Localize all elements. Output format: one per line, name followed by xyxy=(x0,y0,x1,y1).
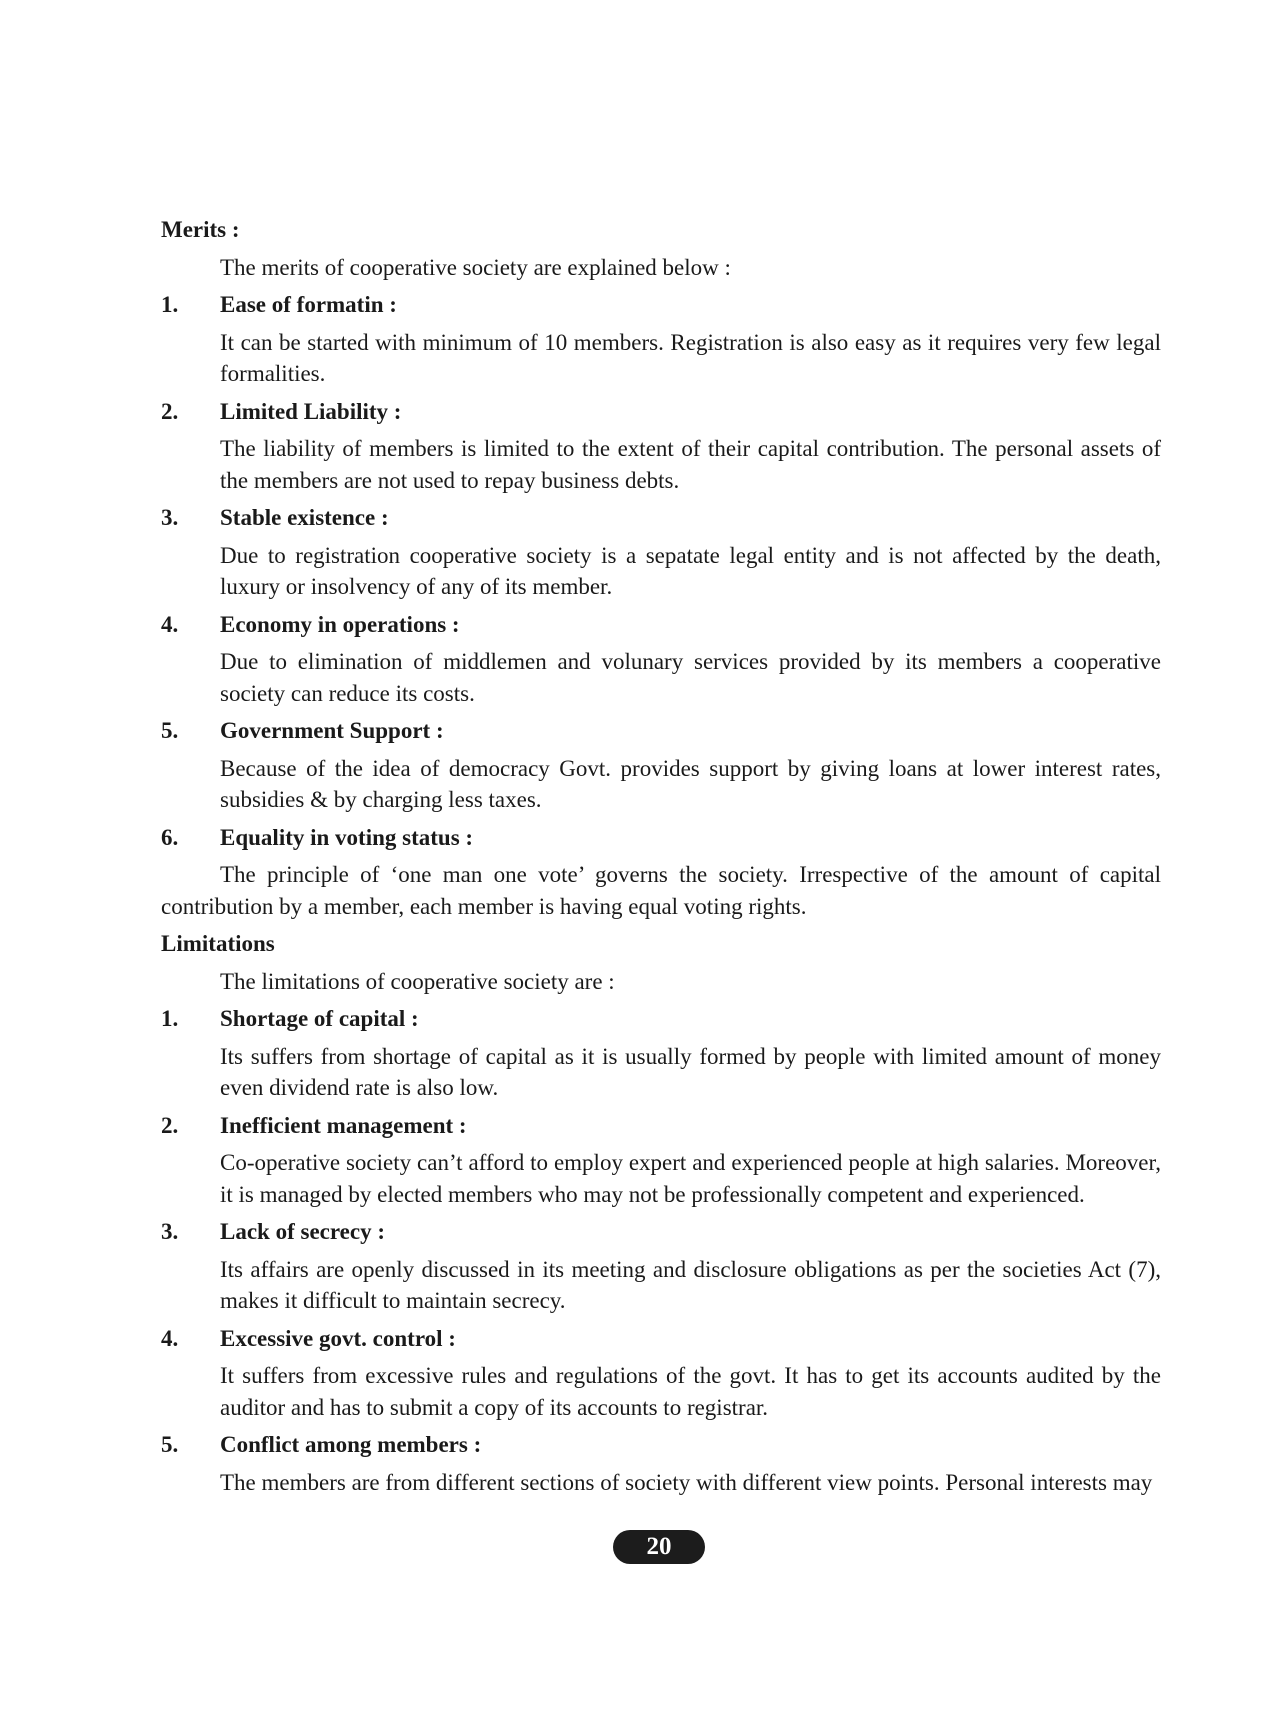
limitation-item xyxy=(161,1429,1161,1498)
merit-item xyxy=(161,396,1161,497)
limitation-item xyxy=(161,1003,1161,1104)
item-text: Due to registration cooperative society is a sepatate legal entity and is not affected by the death, luxury or insolvency of any of its member. xyxy=(220,542,1161,599)
item-title: Ease of formatin : xyxy=(220,292,397,317)
item-number: 5. xyxy=(161,718,179,743)
item-number: 1. xyxy=(161,292,179,317)
item-text: It suffers from excessive rules and regulations of the govt. It has to get its accounts audited by the auditor and has to submit a copy of its accounts to registrar. xyxy=(220,1363,1161,1420)
merit-item-heading xyxy=(161,822,1161,854)
item-title: Shortage of capital : xyxy=(220,1006,419,1031)
item-title: Equality in voting status : xyxy=(220,824,474,850)
item-text: Because of the idea of democracy Govt. provides support by giving loans at lower interest rates, subsidies & by charging less taxes. xyxy=(220,755,1161,812)
item-number: 5. xyxy=(161,1432,179,1457)
item-title: Lack of secrecy : xyxy=(220,1219,385,1244)
limitations-heading: Limitations xyxy=(161,931,275,956)
limitation-item xyxy=(161,1110,1161,1211)
item-title: Excessive govt. control : xyxy=(220,1325,456,1351)
item-title: Economy in operations : xyxy=(220,611,460,637)
item-number: 3. xyxy=(161,505,179,530)
item-number: 6. xyxy=(161,824,179,850)
merit-item-heading xyxy=(161,609,1161,641)
merit-item-heading xyxy=(161,502,1161,534)
limitation-item-heading xyxy=(161,1216,1161,1248)
item-text: Due to elimination of middlemen and volunary services provided by its members a cooperative society can reduce its costs. xyxy=(220,649,1161,706)
item-number: 3. xyxy=(161,1219,179,1244)
page-content xyxy=(161,214,1161,1504)
item-text: The principle of ‘one man one vote’ governs the society. Irrespective of the amount of capital contribution by a member, each member is having equal voting rights. xyxy=(161,862,1161,919)
item-text: Its affairs are openly discussed in its meeting and disclosure obligations as per the societies Act (7), makes it difficult to maintain secrecy. xyxy=(220,1256,1161,1313)
page-number-badge: 20 xyxy=(613,1530,705,1564)
limitations-intro: The limitations of cooperative society are : xyxy=(220,968,615,994)
merits-heading: Merits : xyxy=(161,217,240,242)
merit-item-heading xyxy=(161,289,1161,321)
item-text: Co-operative society can’t afford to employ expert and experienced people at high salaries. Moreover, it is managed by elected members who may not be professionally competent and experienced. xyxy=(220,1150,1161,1207)
merit-item xyxy=(161,822,1161,923)
limitation-item-heading xyxy=(161,1429,1161,1461)
item-number: 2. xyxy=(161,398,179,424)
item-title: Inefficient management : xyxy=(220,1112,467,1138)
merit-item xyxy=(161,502,1161,603)
limitation-item-heading xyxy=(161,1110,1161,1142)
merit-item xyxy=(161,289,1161,390)
item-number: 4. xyxy=(161,1325,179,1351)
item-title: Government Support : xyxy=(220,718,444,743)
merit-item xyxy=(161,609,1161,710)
item-title: Limited Liability : xyxy=(220,398,402,424)
item-number: 2. xyxy=(161,1112,179,1138)
merit-item-heading xyxy=(161,715,1161,747)
limitation-item xyxy=(161,1323,1161,1424)
item-text: The members are from different sections of society with different view points. Personal interests may xyxy=(220,1469,1153,1495)
limitation-item-heading xyxy=(161,1003,1161,1035)
item-text: It can be started with minimum of 10 members. Registration is also easy as it requires very few legal formalities. xyxy=(220,329,1161,386)
item-number: 1. xyxy=(161,1006,179,1031)
limitation-item-heading xyxy=(161,1323,1161,1355)
merits-intro: The merits of cooperative society are explained below : xyxy=(220,254,731,280)
limitation-item xyxy=(161,1216,1161,1317)
item-title: Conflict among members : xyxy=(220,1432,482,1457)
merit-item xyxy=(161,715,1161,816)
item-text: Its suffers from shortage of capital as it is usually formed by people with limited amount of money even dividend rate is also low. xyxy=(220,1043,1161,1100)
item-title: Stable existence : xyxy=(220,505,389,530)
merit-item-heading xyxy=(161,396,1161,428)
item-text: The liability of members is limited to the extent of their capital contribution. The personal assets of the members are not used to repay business debts. xyxy=(220,436,1161,493)
item-number: 4. xyxy=(161,611,179,637)
